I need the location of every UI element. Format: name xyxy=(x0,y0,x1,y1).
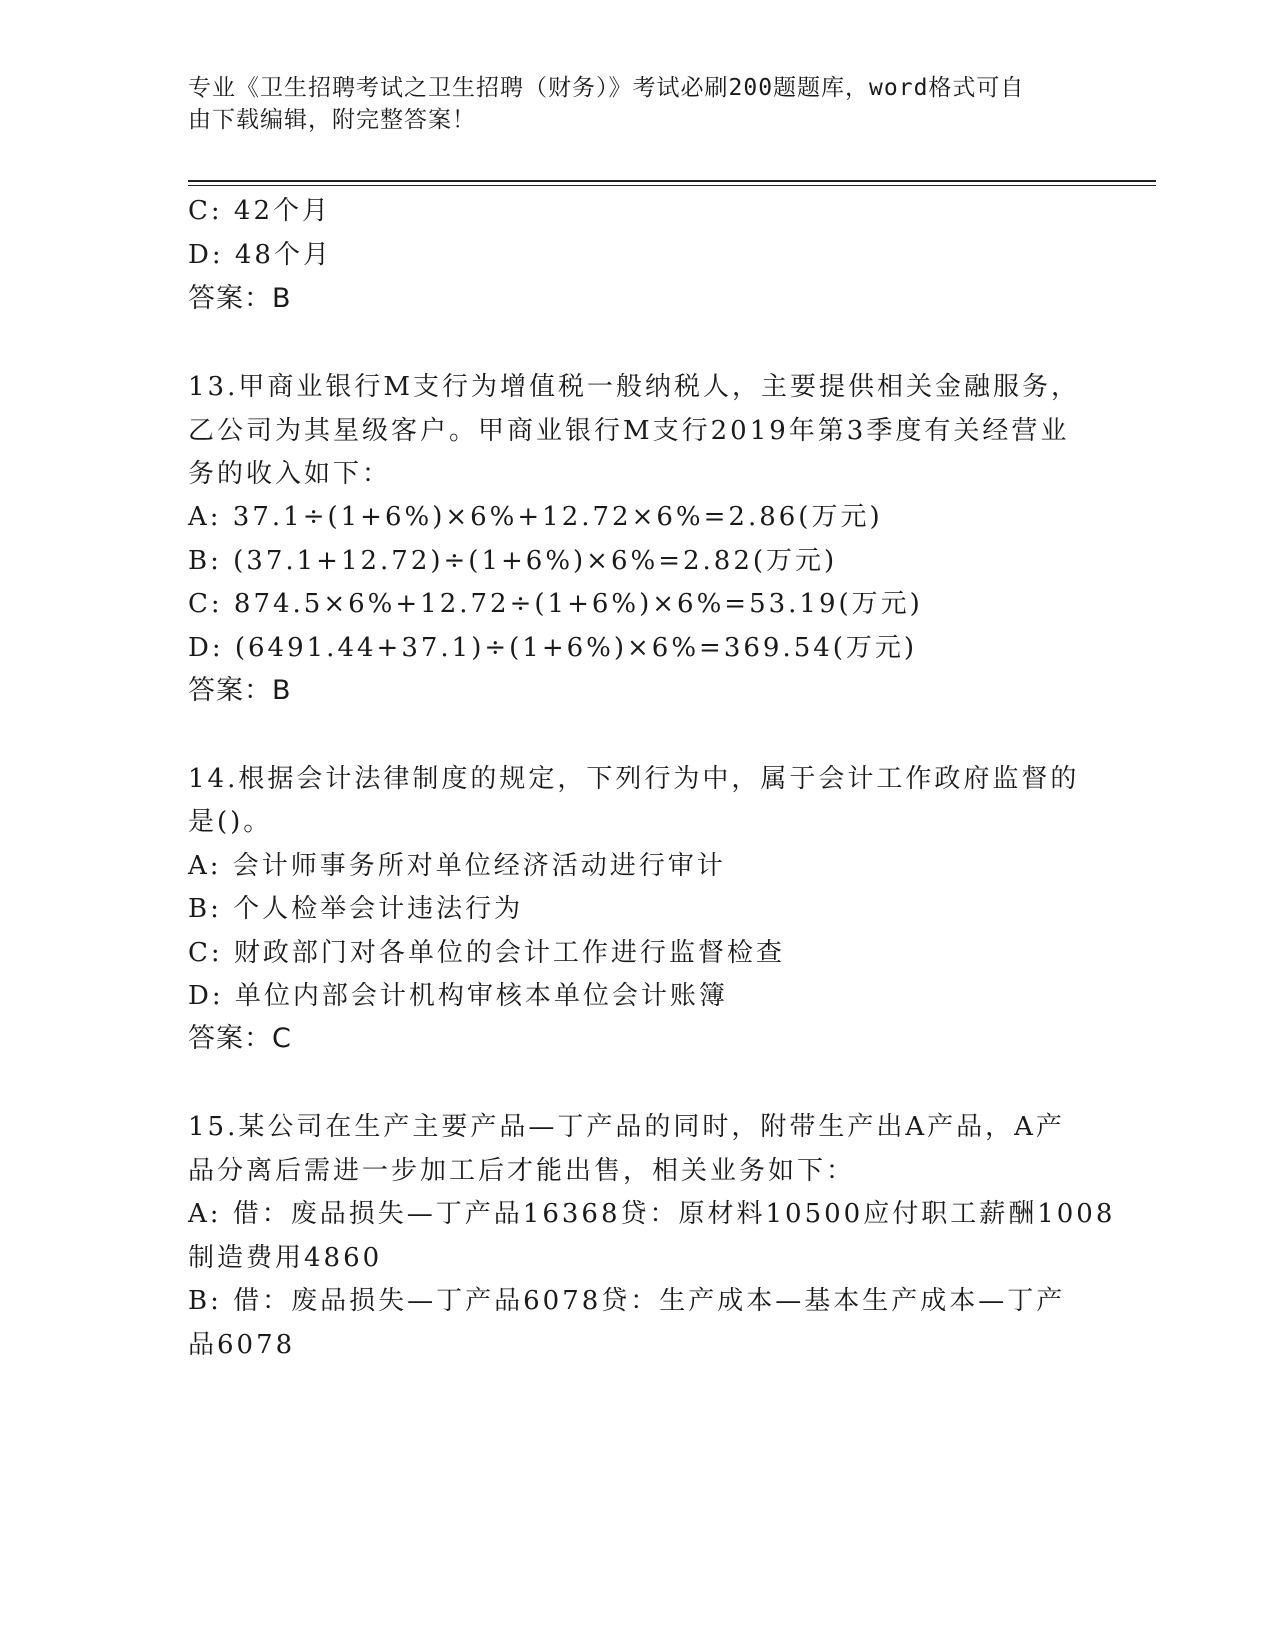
q14-option-c: C: 财政部门对各单位的会计工作进行监督检查 xyxy=(188,938,785,968)
q13-option-b: B: (37.1+12.72)÷(1+6%)×6%=2.82(万元) xyxy=(188,546,838,576)
q13-option-d: D: (6491.44+37.1)÷(1+6%)×6%=369.54(万元) xyxy=(188,633,918,663)
header-divider-thick xyxy=(188,180,1156,182)
q15-stem-line-2: 品分离后需进一步加工后才能出售，相关业务如下： xyxy=(188,1156,856,1186)
q14-answer: 答案：C xyxy=(188,1023,292,1054)
q12-answer: 答案：B xyxy=(188,283,292,314)
header-divider-thin xyxy=(188,185,1156,186)
q14-stem-line-2: 是()。 xyxy=(188,807,273,837)
q13-stem-line-2: 乙公司为其星级客户。甲商业银行M支行2019年第3季度有关经营业 xyxy=(188,416,1070,446)
header-line-2: 由下载编辑，附完整答案！ xyxy=(188,107,476,133)
q13-answer: 答案：B xyxy=(188,675,292,706)
q15-option-b-line-2: 品6078 xyxy=(188,1330,296,1360)
q15-option-a-line-2: 制造费用4860 xyxy=(188,1243,383,1273)
q12-option-d: D: 48个月 xyxy=(188,240,332,270)
q13-option-a: A: 37.1÷(1+6%)×6%+12.72×6%=2.86(万元) xyxy=(188,502,883,532)
q14-option-b: B: 个人检举会计违法行为 xyxy=(188,894,524,924)
q14-option-a: A: 会计师事务所对单位经济活动进行审计 xyxy=(188,851,726,881)
document-header xyxy=(188,72,1068,136)
q13-option-c: C: 874.5×6%+12.72÷(1+6%)×6%=53.19(万元) xyxy=(188,589,923,619)
q12-option-c: C: 42个月 xyxy=(188,196,332,226)
header-line-1: 专业《卫生招聘考试之卫生招聘（财务）》考试必刷200题题库，word格式可自 xyxy=(188,75,1025,101)
q15-stem-line-1: 15.某公司在生产主要产品—丁产品的同时，附带生产出A产品，A产 xyxy=(188,1112,1065,1142)
q13-stem-line-3: 务的收入如下： xyxy=(188,459,392,489)
q14-stem-line-1: 14.根据会计法律制度的规定，下列行为中，属于会计工作政府监督的 xyxy=(188,764,1080,794)
q14-option-d: D: 单位内部会计机构审核本单位会计账簿 xyxy=(188,981,728,1011)
q15-option-b-line-1: B: 借：废品损失—丁产品6078贷：生产成本—基本生产成本—丁产 xyxy=(188,1286,1066,1316)
q15-option-a-line-1: A: 借：废品损失—丁产品16368贷：原材料10500应付职工薪酬1008 xyxy=(188,1199,1116,1229)
q13-stem-line-1: 13.甲商业银行M支行为增值税一般纳税人，主要提供相关金融服务， xyxy=(188,372,1080,402)
